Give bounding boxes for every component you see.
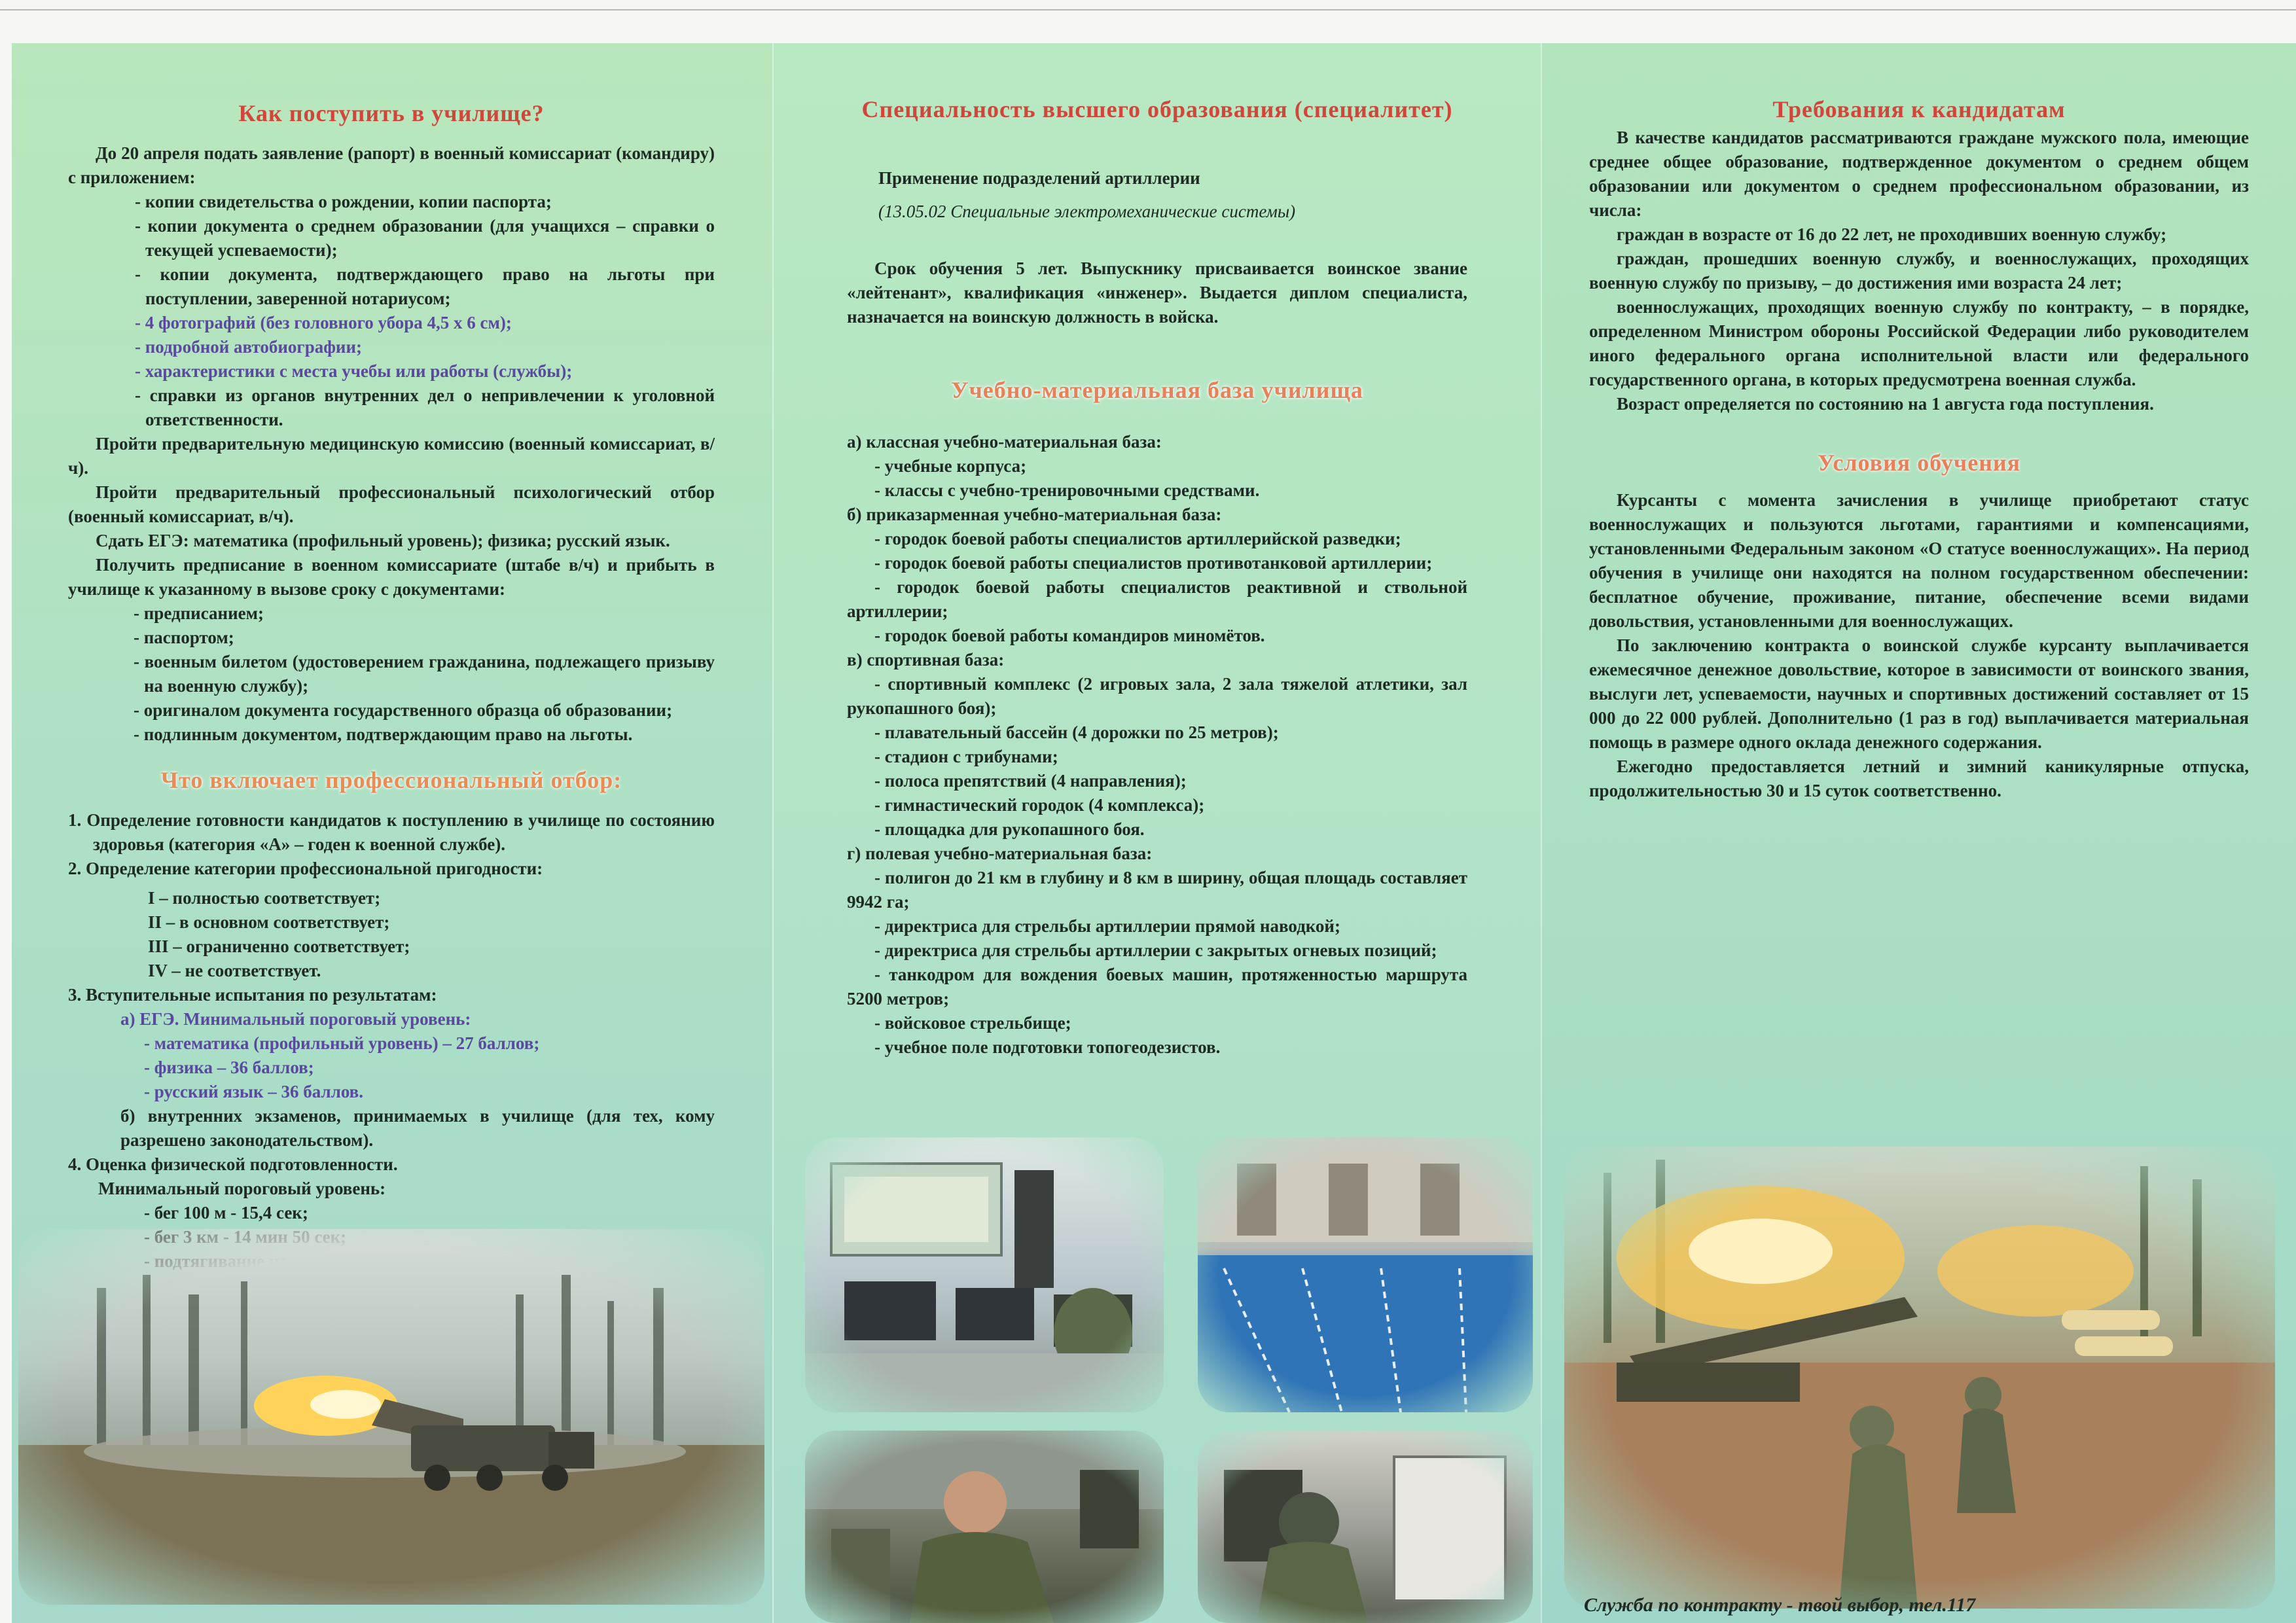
list-item: - бег 100 м - 15,4 сек; [144,1203,308,1222]
list-item: - копии документа о среднем образовании (для учащихся – справки о текущей успеваемости); [135,216,715,260]
conditions-paragraph: По заключению контракта о воинской службе курсанту выплачивается ежемесячное денежное довольствие, которое в зависимости от воинского звания, выслуги лет, успеваемости, научных и спортивных достижений составляет от 15 000 до 22 000 рублей. Дополнительно (1 раз в год) выплачивается материальная помощь в размере одного оклада денежного содержания. [1589,635,2249,752]
attachments-list [68,190,715,432]
list-item: - подлинным документом, подтверждающим право на льготы. [134,724,633,744]
list-item: - оригиналом документа государственного образца об образовании; [134,700,673,720]
requirements-paragraph: граждан в возрасте от 16 до 22 лет, не проходивших военную службу; [1617,224,2167,244]
list-item: - директриса для стрельбы артиллерии с закрытых огневых позиций; [874,940,1437,960]
artillery-firing-illustration [1564,1147,2275,1609]
list-item: - учебные корпуса; [874,456,1027,476]
specialty-code: (13.05.02 Специальные электромеханические системы) [878,202,1296,221]
list-item: - копии свидетельства о рождении, копии паспорта; [135,192,552,211]
simulator-illustration [1198,1431,1533,1623]
footer-slogan: Служба по контракту - твой выбор, тел.117 [1584,1594,1976,1616]
list-item: - директриса для стрельбы артиллерии прямой наводкой; [874,916,1340,936]
list-item: - гимнастический городок (4 комплекса); [874,795,1205,815]
list-item: - паспортом; [134,628,234,647]
list-item: - военным билетом (удостоверением гражданина, подлежащего призыву на военную службу); [134,652,715,696]
conditions-text [1589,488,2249,803]
specialty-name: Применение подразделений артиллерии [878,168,1200,188]
requirements-paragraph: В качестве кандидатов рассматриваются граждане мужского пола, имеющие среднее общее образование, подтвержденное документом о среднем общем образовании или документом о среднем профессиональном образовании, из числа: [1589,128,2249,220]
list-item: - площадка для рукопашного боя. [874,819,1145,839]
list-item: - копии документа, подтверждающего право на льготы при поступлении, заверенной нотариусом; [135,264,715,308]
list-item: - математика (профильный уровень) – 27 баллов; [144,1033,540,1053]
admission-intro: До 20 апреля подать заявление (рапорт) в военный комиссариат (командиру) с приложением: [68,143,715,187]
requirements-paragraph: Возраст определяется по состоянию на 1 августа года поступления. [1617,394,2154,414]
list-item: - учебное поле подготовки топогеодезистов. [874,1037,1221,1057]
ege-minimum-label: а) ЕГЭ. Минимальный пороговый уровень: [120,1009,471,1029]
classroom-illustration [805,1137,1164,1412]
list-item: - городок боевой работы командиров миномётов. [874,626,1265,645]
list-item: в) спортивная база: [847,650,1005,669]
list-item: - полоса препятствий (4 направления); [874,771,1187,791]
requirements-paragraph: военнослужащих, проходящих военную службу по контракту, – в порядке, определенном Министром обороны Российской Федерации либо руководителем иного федерального органа исполнительной власти или федерального государственного органа, в которых предусмотрена военная служба. [1589,297,2249,389]
list-item: - войсковое стрельбище; [874,1013,1071,1033]
list-item: б) приказарменная учебно-материальная база: [847,505,1222,524]
study-term: Срок обучения 5 лет. Выпускнику присваивается воинское звание «лейтенант», квалификация «инженер». Выдается диплом специалиста, назначается на воинскую должность в войска. [847,259,1467,327]
rocket-launcher-illustration [18,1229,764,1605]
swimming-pool-photo [1198,1137,1533,1412]
requirements-paragraph: граждан, прошедших военную службу, и военнослужащих, проходящих военную службу по призыву, – до достижения ими возраста 24 лет; [1589,249,2249,293]
list-item: - справки из органов внутренних дел о непривлечении к уголовной ответственности. [135,385,715,429]
list-item: - характеристики с места учебы или работы (службы); [135,361,573,381]
list-item: III – ограниченно соответствует; [148,936,410,956]
list-item: - спортивный комплекс (2 игровых зала, 2 зала тяжелой атлетики, зал рукопашного боя); [847,674,1467,718]
selection-step-3: 3. Вступительные испытания по результатам: [68,985,437,1005]
list-item: I – полностью соответствует; [148,888,381,908]
list-item: - 4 фотографий (без головного убора 4,5 х 6 см); [135,313,512,332]
order-paragraph: Получить предписание в военном комиссариате (штабе в/ч) и прибыть в училище к указанному в вызове сроку с документами: [68,555,715,599]
list-item: - танкодром для вождения боевых машин, протяженностью маршрута 5200 метров; [847,965,1467,1008]
scan-edge [0,9,2296,10]
list-item: - предписанием; [134,603,264,623]
ege-paragraph: Сдать ЕГЭ: математика (профильный уровень); физика; русский язык. [96,531,670,550]
list-item: - русский язык – 36 баллов. [144,1082,363,1101]
list-item: - плавательный бассейн (4 дорожки по 25 метров); [874,722,1279,742]
selection-step-4: 4. Оценка физической подготовленности. [68,1154,398,1174]
physical-minimum: Минимальный пороговый уровень: [98,1179,386,1198]
admission-title: Как поступить в училище? [238,100,545,126]
rocket-launcher-photo [18,1229,764,1605]
base-list [847,430,1467,1060]
list-item: IV – не соответствует. [148,961,321,980]
medical-paragraph: Пройти предварительную медицинскую комиссию (военный комиссариат, в/ч). [68,434,715,478]
conditions-paragraph: Курсанты с момента зачисления в училище приобретают статус военнослужащих и пользуются льготами, гарантиями и компенсациями, установленными Федеральным законом «О статусе военнослужащих». На период обучения в училище они находятся на полном государственном обеспечении: бесплатное обучение, проживание, питание, обеспечение всеми видами довольствия, установленными для военнослужащих. [1589,490,2249,631]
selection-title: Что включает профессиональный отбор: [160,767,622,793]
soldier-training-photo [805,1431,1164,1623]
list-item: - стадион с трибунами; [874,747,1058,766]
internal-exams: б) внутренних экзаменов, принимаемых в училище (для тех, кому разрешено законодательством). [120,1106,715,1150]
list-item: г) полевая учебно-материальная база: [847,844,1153,863]
documents-list [68,601,715,747]
soldier-training-illustration [805,1431,1164,1623]
artillery-firing-photo [1564,1147,2275,1609]
swimming-pool-illustration [1198,1137,1533,1412]
list-item: - классы с учебно-тренировочными средствами. [874,480,1260,500]
list-item: II – в основном соответствует; [148,912,390,932]
ege-scores-list [68,1031,715,1104]
ege-minimum [68,1007,715,1031]
admission-text [68,141,715,747]
selection-step-2: 2. Определение категории профессиональной пригодности: [68,859,543,878]
list-item: - полигон до 21 км в глубину и 8 км в ширину, общая площадь составляет 9942 га; [847,868,1467,912]
requirements-title: Требования к кандидатам [1772,96,2066,122]
requirements-text [1589,126,2249,416]
psych-paragraph: Пройти предварительный профессиональный психологический отбор (военный комиссариат, в/ч). [68,482,715,526]
conditions-title: Условия обучения [1817,450,2021,476]
list-item: а) классная учебно-материальная база: [847,432,1162,452]
list-item: - подробной автобиографии; [135,337,362,357]
simulator-photo [1198,1431,1533,1623]
selection-text [68,808,715,1274]
base-title: Учебно-материальная база училища [951,377,1363,403]
specialty-title: Специальность высшего образования (специалитет) [861,96,1453,122]
categories-list [68,886,715,983]
list-item: - городок боевой работы специалистов артиллерийской разведки; [874,529,1401,548]
list-item: - городок боевой работы специалистов реактивной и ствольной артиллерии; [847,577,1467,621]
brochure-sheet [12,43,2296,1623]
list-item: - физика – 36 баллов; [144,1058,314,1077]
conditions-paragraph: Ежегодно предоставляется летний и зимний каникулярные отпуска, продолжительностью 30 и 15 суток соответственно. [1589,757,2249,800]
classroom-photo [805,1137,1164,1412]
selection-step-1: 1. Определение готовности кандидатов к поступлению в училище по состоянию здоровья (категория «А» – годен к военной службе). [68,810,715,854]
list-item: - городок боевой работы специалистов противотанковой артиллерии; [874,553,1433,573]
